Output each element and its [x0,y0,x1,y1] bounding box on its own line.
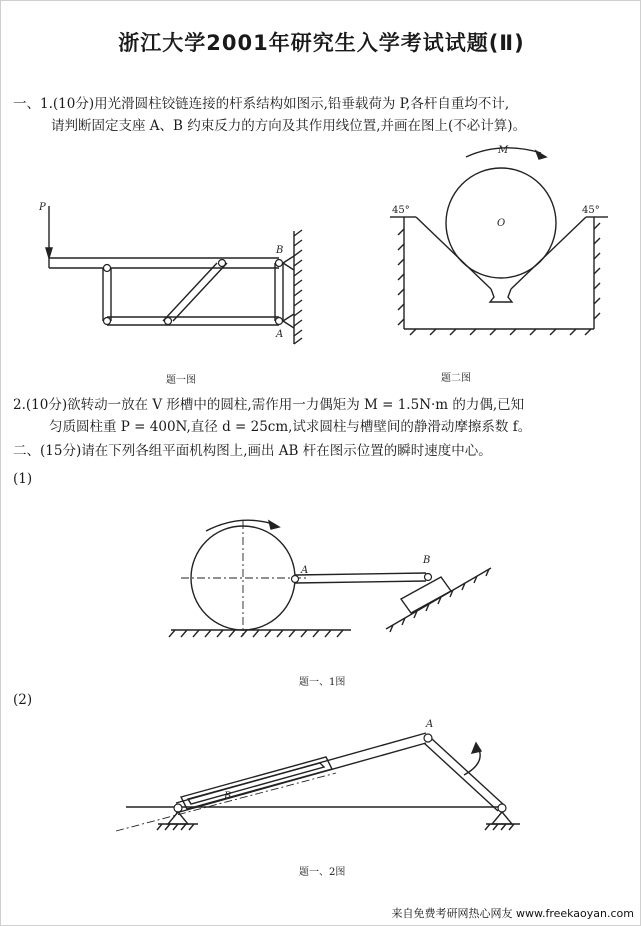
figure-4-sleeve-mechanism [106,711,536,846]
figure-2-v-groove [386,139,611,339]
question-3-line-1: 二、(15分)请在下列各组平面机构图上,画出 AB 杆在图示位置的瞬时速度中心。 [13,443,492,459]
joint-diagonal-top [219,260,226,267]
label-m: M [498,145,509,156]
figure-4-caption: 题一、2图 [299,867,346,878]
ground-hatching [169,630,343,637]
figure-3-rolling-disk [161,511,501,651]
joint-a [424,734,432,742]
box-hatching [398,223,600,335]
right-slope [511,217,586,289]
question-2-line-1: 2.(10分)欲转动一放在 V 形槽中的圆柱,需作用一力偶矩为 M = 1.5N·m 的力偶,已知 [13,397,525,413]
figure-2-caption: 题二图 [441,373,471,384]
part-1-label: (1) [13,471,33,487]
label-a: A [301,565,309,576]
joint-b [276,260,283,267]
crank-rod-2 [424,743,498,811]
label-a: A [426,719,434,730]
figure-1-caption: 题一图 [166,375,196,386]
support-a-link-1 [283,314,294,321]
joint-left-pivot [174,804,182,812]
moment-arrowhead [536,151,546,159]
support-a-link-2 [283,321,294,328]
figure-3-caption: 题一、1图 [299,677,346,688]
rod-ab-top [295,573,426,575]
page-title: 浙江大学2001年研究生入学考试试题(Ⅱ) [118,31,525,55]
question-1-line-2: 请判断固定支座 A、B 约束反力的方向及其作用线位置,并画在图上(不必计算)。 [51,118,527,134]
rotation-arrowhead [269,521,279,529]
joint-diagonal-bottom [165,318,172,325]
sleeve-inner [188,763,324,804]
guide-centerline [116,773,336,831]
joint-a [276,318,283,325]
groove-bottom-outlet [490,289,512,302]
left-support [168,812,188,824]
part-2-label: (2) [13,692,33,708]
label-b: B [276,245,284,256]
angle-right: 45° [582,205,600,216]
diagonal-bar-1 [163,263,217,321]
source-watermark: 来自免费考研网热心网友 www.freekaoyan.com [391,907,634,920]
left-support-hatching [157,824,194,830]
left-slope [416,217,491,289]
joint-b [425,574,432,581]
right-support-hatching [485,824,514,830]
figure-1-truss [31,196,311,346]
diagonal-bar-2 [173,263,227,321]
wall-hatching [294,230,302,344]
joint-right-pivot [498,804,506,812]
support-b-link-1 [283,256,294,263]
joint-left-top [104,265,111,272]
label-o: O [497,218,506,229]
crank-arrowhead [472,743,481,753]
right-support [492,812,512,824]
label-b: B [224,791,232,802]
question-2-line-2: 匀质圆柱重 P = 400N,直径 d = 25cm,试求圆柱与槽壁间的静滑动摩擦系数 f。 [49,419,532,435]
support-b-link-2 [283,263,294,270]
label-b: B [423,555,431,566]
label-a: A [276,329,284,340]
label-p: P [39,202,46,213]
rod-ab-bottom [295,581,426,583]
angle-left: 45° [392,205,410,216]
joint-a [292,576,299,583]
question-1-line-1: 一、1.(10分)用光滑圆柱铰链连接的杆系结构如图示,铅垂载荷为 P,各杆自重均不计, [13,96,510,112]
load-arrowhead [46,248,52,258]
joint-left-bottom [104,318,111,325]
